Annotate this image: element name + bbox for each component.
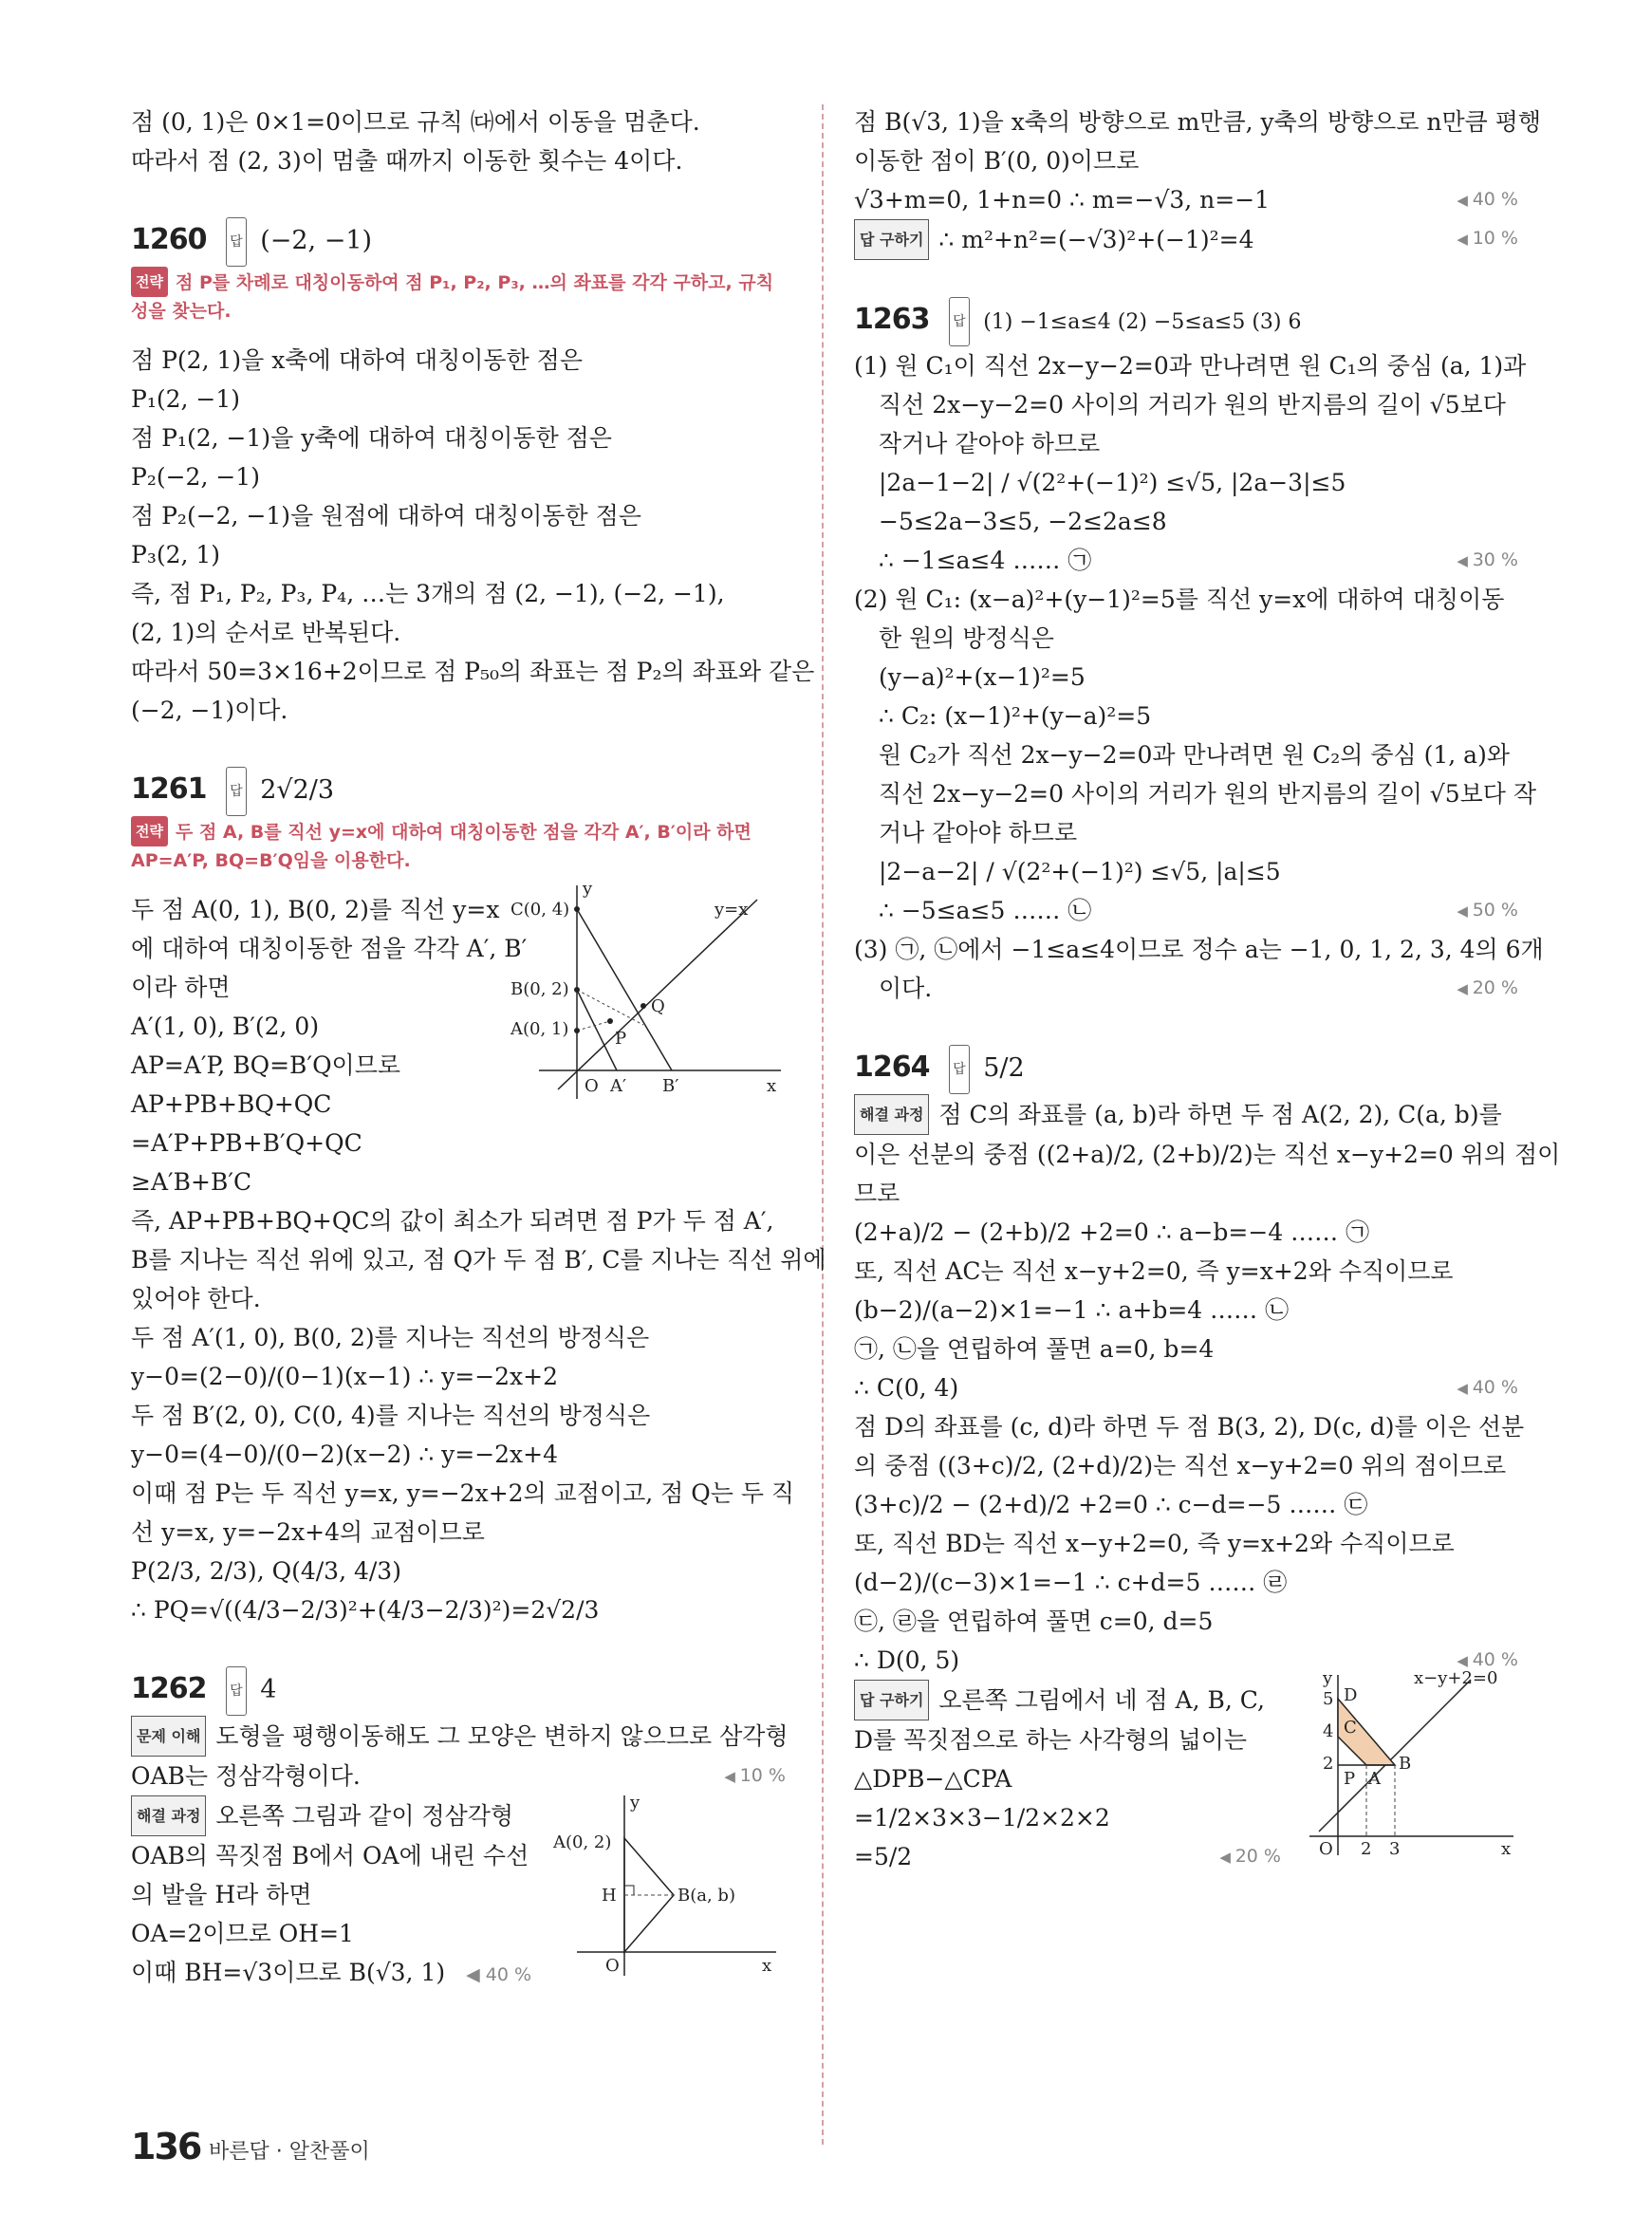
fig-label-x2: 2 — [1361, 1839, 1372, 1859]
solution-1260 — [131, 341, 815, 730]
solution-line: 의 중점 ((3+c)/2, (2+d)/2)는 직선 x−y+2=0 위의 점이므로 — [854, 1452, 1507, 1479]
fig-label-x: x — [1501, 1839, 1512, 1859]
solution-line: −5≤2a−3≤5, −2≤2a≤8 — [879, 508, 1167, 535]
solution-line: A′(1, 0), B′(2, 0) — [131, 1013, 320, 1040]
problem-number: 1261 — [131, 772, 207, 806]
solution-line: (1) 원 C₁이 직선 2x−y−2=0과 만나려면 원 C₁의 중심 (a, 1)과 — [854, 352, 1527, 380]
solution-line: (y−a)²+(x−1)²=5 — [879, 663, 1086, 691]
solution-1263-part3 — [854, 930, 1544, 1008]
solution-line: △DPB−△CPA — [854, 1765, 1012, 1793]
cont-line-3: √3+m=0, 1+n=0 ∴ m=−√3, n=−1 ◀ 40 % — [854, 180, 1518, 219]
solution-line: (3+c)/2 − (2+d)/2 +2=0 ∴ c−d=−5 …… ㉢ — [854, 1491, 1368, 1518]
solution-line: =1/2×3×3−1/2×2×2 — [854, 1804, 1110, 1832]
fig-label-b: B — [1399, 1754, 1412, 1774]
answer: (−2, −1) — [260, 226, 373, 255]
solution-1264-with-figure — [854, 1668, 1518, 1876]
percent-badge: ◀ 10 % — [1457, 219, 1518, 259]
solution-line: AP+PB+BQ+QC — [131, 1090, 332, 1118]
problem-understanding-line-2: OAB는 정삼각형이다. ◀ 10 % — [131, 1757, 786, 1795]
fig-label-x3: 3 — [1389, 1839, 1401, 1859]
fig-label-a: A — [1368, 1769, 1381, 1789]
problem-1262-header — [131, 1665, 786, 1716]
problem-understanding-tag: 문제 이해 — [131, 1716, 206, 1757]
solution-line: 거나 같아야 하므로 — [879, 819, 1078, 846]
answer-mark: 답 — [949, 297, 970, 346]
solution-line: P₁(2, −1) — [131, 385, 241, 413]
footer-title: 바른답 · 알찬풀이 — [209, 2140, 370, 2164]
solution-line: 선 y=x, y=−2x+4의 교점이므로 — [131, 1518, 485, 1546]
solution-line: ㉠, ㉡을 연립하여 풀면 a=0, b=4 — [854, 1335, 1215, 1363]
problem-number: 1260 — [131, 223, 207, 256]
solution-line: =A′P+PB+B′Q+QC — [131, 1129, 362, 1157]
percent-badge: ◀ 10 % — [724, 1757, 786, 1796]
fig-label-y: y — [630, 1793, 640, 1813]
answer-tag: 답 구하기 — [854, 219, 929, 260]
strategy-line-2: AP=A′P, BQ=B′Q임을 이용한다. — [131, 850, 411, 871]
cont-final-line: 답 구하기 ∴ m²+n²=(−√3)²+(−1)²=4 ◀ 10 % — [854, 219, 1518, 260]
solution-1263-part1 — [854, 346, 1527, 580]
solution-line: ∴ −5≤a≤5 …… ㉡ ◀ 50 % — [854, 891, 1518, 930]
fig-label-x: x — [762, 1956, 772, 1976]
solution-line: 점 P(2, 1)을 x축에 대하여 대칭이동한 점은 — [131, 346, 583, 374]
solution-line: 해결 과정 오른쪽 그림과 같이 정삼각형 — [131, 1795, 786, 1836]
solution-line: 의 발을 H라 하면 — [131, 1881, 312, 1908]
solution-line: |2−a−2| / √(2²+(−1)²) ≤√5, |a|≤5 — [879, 858, 1281, 885]
fig-label-c: C(0, 4) — [510, 900, 570, 920]
fig-label-b: B(0, 2) — [510, 979, 569, 999]
solution-process-tag: 해결 과정 — [131, 1795, 206, 1836]
problem-1261-header — [131, 766, 786, 816]
solution-line: 직선 2x−y−2=0 사이의 거리가 원의 반지름의 길이 √5보다 — [879, 391, 1506, 418]
solution-line: 있어야 한다. — [131, 1285, 261, 1312]
solution-line: P(2/3, 2/3), Q(4/3, 4/3) — [131, 1557, 401, 1585]
solution-line: D를 꼭짓점으로 하는 사각형의 넓이는 — [854, 1726, 1248, 1754]
answer-tag: 답 구하기 — [854, 1680, 929, 1720]
solution-line: 즉, AP+PB+BQ+QC의 값이 최소가 되려면 점 P가 두 점 A′, — [131, 1207, 774, 1235]
solution-line: 작거나 같아야 하므로 — [879, 430, 1101, 457]
answer: 5/2 — [983, 1053, 1025, 1083]
solution-line: ∴ −1≤a≤4 …… ㉠ ◀ 30 % — [854, 541, 1518, 580]
solution-line: B를 지나는 직선 위에 있고, 점 Q가 두 점 B′, C를 지나는 직선 위에 — [131, 1246, 826, 1274]
percent-badge: ◀ 30 % — [1457, 541, 1518, 581]
solution-line: 점 P₂(−2, −1)을 원점에 대하여 대칭이동한 점은 — [131, 502, 641, 530]
problem-1263-header — [854, 296, 1518, 346]
column-divider — [822, 104, 824, 2145]
solution-line: (2) 원 C₁: (x−a)²+(y−1)²=5를 직선 y=x에 대하여 대칭이동 — [854, 586, 1505, 613]
fig-label-y: y — [1323, 1668, 1333, 1688]
fig-label-a-prime: A′ — [610, 1076, 627, 1096]
solution-line: ∴ PQ=√((4/3−2/3)²+(4/3−2/3)²)=2√2/3 — [131, 1596, 600, 1624]
solution-line: 또, 직선 AC는 직선 x−y+2=0, 즉 y=x+2와 수직이므로 — [854, 1257, 1454, 1285]
solution-line: 따라서 50=3×16+2이므로 점 P₅₀의 좌표는 점 P₂의 좌표와 같은 — [131, 658, 815, 685]
fig-label-5: 5 — [1323, 1689, 1334, 1709]
answer-mark: 답 — [226, 767, 247, 816]
problem-number: 1263 — [854, 303, 930, 336]
figure-1262 — [553, 1791, 786, 1981]
percent-badge: ◀ 40 % — [1457, 180, 1518, 220]
solution-line: P₃(2, 1) — [131, 541, 221, 568]
fig-label-h: H — [602, 1886, 617, 1906]
cont-line-1: 점 B(√3, 1)을 x축의 방향으로 m만큼, y축의 방향으로 n만큼 평행 — [854, 108, 1542, 136]
answer-mark: 답 — [226, 1666, 247, 1716]
solution-line: 점 D의 좌표를 (c, d)라 하면 두 점 B(3, 2), D(c, d)를 이은 선분 — [854, 1413, 1525, 1441]
answer: 2√2/3 — [260, 775, 335, 805]
solution-line: AP=A′P, BQ=B′Q이므로 — [131, 1051, 401, 1079]
strategy-line-2: 성을 찾는다. — [131, 301, 232, 322]
problem-1260-header — [131, 216, 786, 267]
solution-line: 이때 점 P는 두 직선 y=x, y=−2x+2의 교점이고, 점 Q는 두 직 — [131, 1479, 795, 1507]
solution-1261-with-figure — [131, 879, 786, 1201]
percent-badge: ◀ 40 % — [466, 1964, 532, 1985]
solution-line: 이때 BH=√3이므로 B(√3, 1) ◀ 40 % — [131, 1959, 532, 1986]
solution-line: OA=2이므로 OH=1 — [131, 1920, 354, 1947]
strategy-tag: 전략 — [131, 267, 168, 297]
solution-line: 에 대하여 대칭이동한 점을 각각 A′, B′ — [131, 935, 528, 962]
solution-line: (2, 1)의 순서로 반복된다. — [131, 619, 401, 646]
solution-line: 두 점 A′(1, 0), B(0, 2)를 지나는 직선의 방정식은 — [131, 1324, 650, 1351]
solution-line: (2+a)/2 − (2+b)/2 +2=0 ∴ a−b=−4 …… ㉠ — [854, 1218, 1370, 1246]
problem-understanding-line-1: 문제 이해 도형을 평행이동해도 그 모양은 변하지 않으므로 삼각형 — [131, 1716, 786, 1757]
fig-label-q: Q — [651, 996, 665, 1016]
solution-line: ㉢, ㉣을 연립하여 풀면 c=0, d=5 — [854, 1608, 1214, 1635]
solution-line: 이은 선분의 중점 ((2+a)/2, (2+b)/2)는 직선 x−y+2=0 위의 점이 — [854, 1141, 1561, 1168]
fig-label-a: A(0, 2) — [553, 1832, 612, 1852]
figure-1261 — [510, 879, 786, 1108]
answer: 4 — [260, 1675, 277, 1704]
fig-label-x: x — [767, 1076, 777, 1096]
fig-label-o: O — [1319, 1839, 1333, 1859]
fig-label-line: x−y+2=0 — [1414, 1668, 1498, 1688]
solution-line: 므로 — [854, 1180, 900, 1207]
solution-line: OAB의 꼭짓점 B에서 OA에 내린 수선 — [131, 1842, 529, 1869]
cont-line-2: 이동한 점이 B′(0, 0)이므로 — [854, 147, 1140, 175]
solution-line: (3) ㉠, ㉡에서 −1≤a≤4이므로 정수 a는 −1, 0, 1, 2, 3, 4의 6개 — [854, 936, 1544, 963]
solution-line: (b−2)/(a−2)×1=−1 ∴ a+b=4 …… ㉡ — [854, 1296, 1290, 1324]
solution-line: ∴ C₂: (x−1)²+(y−a)²=5 — [879, 702, 1152, 730]
solution-line: 한 원의 방정식은 — [879, 624, 1054, 652]
left-column — [131, 102, 826, 1995]
solution-line: ∴ C(0, 4) ◀ 40 % — [854, 1368, 1518, 1407]
fig-label-o: O — [605, 1956, 620, 1976]
answer: (1) −1≤a≤4 (2) −5≤a≤5 (3) 6 — [983, 310, 1302, 334]
problem-number: 1264 — [854, 1051, 930, 1084]
solution-line: =5/2 ◀ 20 % — [854, 1837, 1518, 1876]
solution-line: ∴ D(0, 5) ◀ 40 % — [854, 1641, 1518, 1680]
percent-badge: ◀ 50 % — [1457, 891, 1518, 931]
solution-line: 즉, 점 P₁, P₂, P₃, P₄, …는 3개의 점 (2, −1), (−2, −1), — [131, 580, 725, 607]
solution-1261 — [131, 1201, 826, 1629]
percent-badge: ◀ 40 % — [1457, 1641, 1518, 1681]
fig-label-2: 2 — [1323, 1754, 1334, 1774]
solution-line: 이다. ◀ 20 % — [854, 969, 1518, 1008]
fig-label-p: P — [615, 1029, 627, 1049]
solution-line: 직선 2x−y−2=0 사이의 거리가 원의 반지름의 길이 √5보다 작 — [879, 780, 1537, 808]
fig-label-b: B(a, b) — [678, 1886, 735, 1906]
solution-line: y−0=(2−0)/(0−1)(x−1) ∴ y=−2x+2 — [131, 1363, 559, 1390]
solution-line: 두 점 A(0, 1), B(0, 2)를 직선 y=x — [131, 896, 500, 923]
fig-label-yx: y=x — [715, 900, 749, 920]
intro-line-1: 점 (0, 1)은 0×1=0이므로 규칙 ㈐에서 이동을 멈춘다. — [131, 108, 700, 136]
strategy-tag: 전략 — [131, 816, 168, 846]
solution-1262-with-figure — [131, 1795, 786, 1995]
fig-label-c: C — [1344, 1718, 1357, 1738]
fig-label-4: 4 — [1323, 1721, 1334, 1741]
strategy-line-1: 전략 두 점 A, B를 직선 y=x에 대하여 대칭이동한 점을 각각 A′, B′이라 하면 — [131, 816, 786, 846]
intro-line-2: 따라서 점 (2, 3)이 멈출 때까지 이동한 횟수는 4이다. — [131, 147, 683, 175]
right-column — [854, 102, 1561, 1876]
solution-1264-part2 — [854, 1407, 1525, 1680]
answer-mark: 답 — [226, 217, 247, 267]
solution-line: y−0=(4−0)/(0−2)(x−2) ∴ y=−2x+4 — [131, 1441, 559, 1468]
solution-line: 점 P₁(2, −1)을 y축에 대하여 대칭이동한 점은 — [131, 424, 612, 452]
percent-badge: ◀ 40 % — [1457, 1368, 1518, 1408]
page-number: 136 — [131, 2126, 201, 2167]
percent-badge: ◀ 20 % — [1457, 969, 1518, 1009]
fig-label-o: O — [585, 1076, 599, 1096]
solution-line: 원 C₂가 직선 2x−y−2=0과 만나려면 원 C₂의 중심 (1, a)와 — [879, 741, 1510, 769]
solution-line: 해결 과정 점 C의 좌표를 (a, b)라 하면 두 점 A(2, 2), C(a, b)를 — [854, 1094, 1518, 1135]
fig-label-y: y — [583, 879, 593, 899]
solution-line: (−2, −1)이다. — [131, 697, 288, 724]
solution-line: |2a−1−2| / √(2²+(−1)²) ≤√5, |2a−3|≤5 — [879, 469, 1346, 496]
problem-number: 1262 — [131, 1672, 207, 1705]
figure-1264 — [1290, 1670, 1518, 1860]
fig-label-a: A(0, 1) — [510, 1019, 569, 1039]
solution-process-tag: 해결 과정 — [854, 1094, 929, 1135]
solution-line: ≥A′B+B′C — [131, 1168, 252, 1196]
solution-line: (d−2)/(c−3)×1=−1 ∴ c+d=5 …… ㉣ — [854, 1569, 1288, 1596]
fig-label-d: D — [1344, 1685, 1358, 1705]
fig-label-p: P — [1344, 1769, 1356, 1789]
solution-1264-part1 — [854, 1094, 1561, 1407]
solution-line: P₂(−2, −1) — [131, 463, 260, 491]
percent-badge: ◀ 20 % — [1219, 1837, 1281, 1877]
solution-line: 또, 직선 BD는 직선 x−y+2=0, 즉 y=x+2와 수직이므로 — [854, 1530, 1455, 1557]
problem-1264-header — [854, 1044, 1518, 1094]
solution-line: 이라 하면 — [131, 974, 231, 1001]
solution-line: 답 구하기 오른쪽 그림에서 네 점 A, B, C, — [854, 1680, 1518, 1720]
fig-label-b-prime: B′ — [662, 1076, 679, 1096]
strategy-line-1: 전략 점 P를 차례로 대칭이동하여 점 P₁, P₂, P₃, …의 좌표를 각각 구하고, 규칙 — [131, 267, 786, 297]
answer-mark: 답 — [949, 1045, 970, 1094]
solution-1263-part2 — [854, 580, 1537, 930]
solution-line: 두 점 B′(2, 0), C(0, 4)를 지나는 직선의 방정식은 — [131, 1402, 651, 1429]
